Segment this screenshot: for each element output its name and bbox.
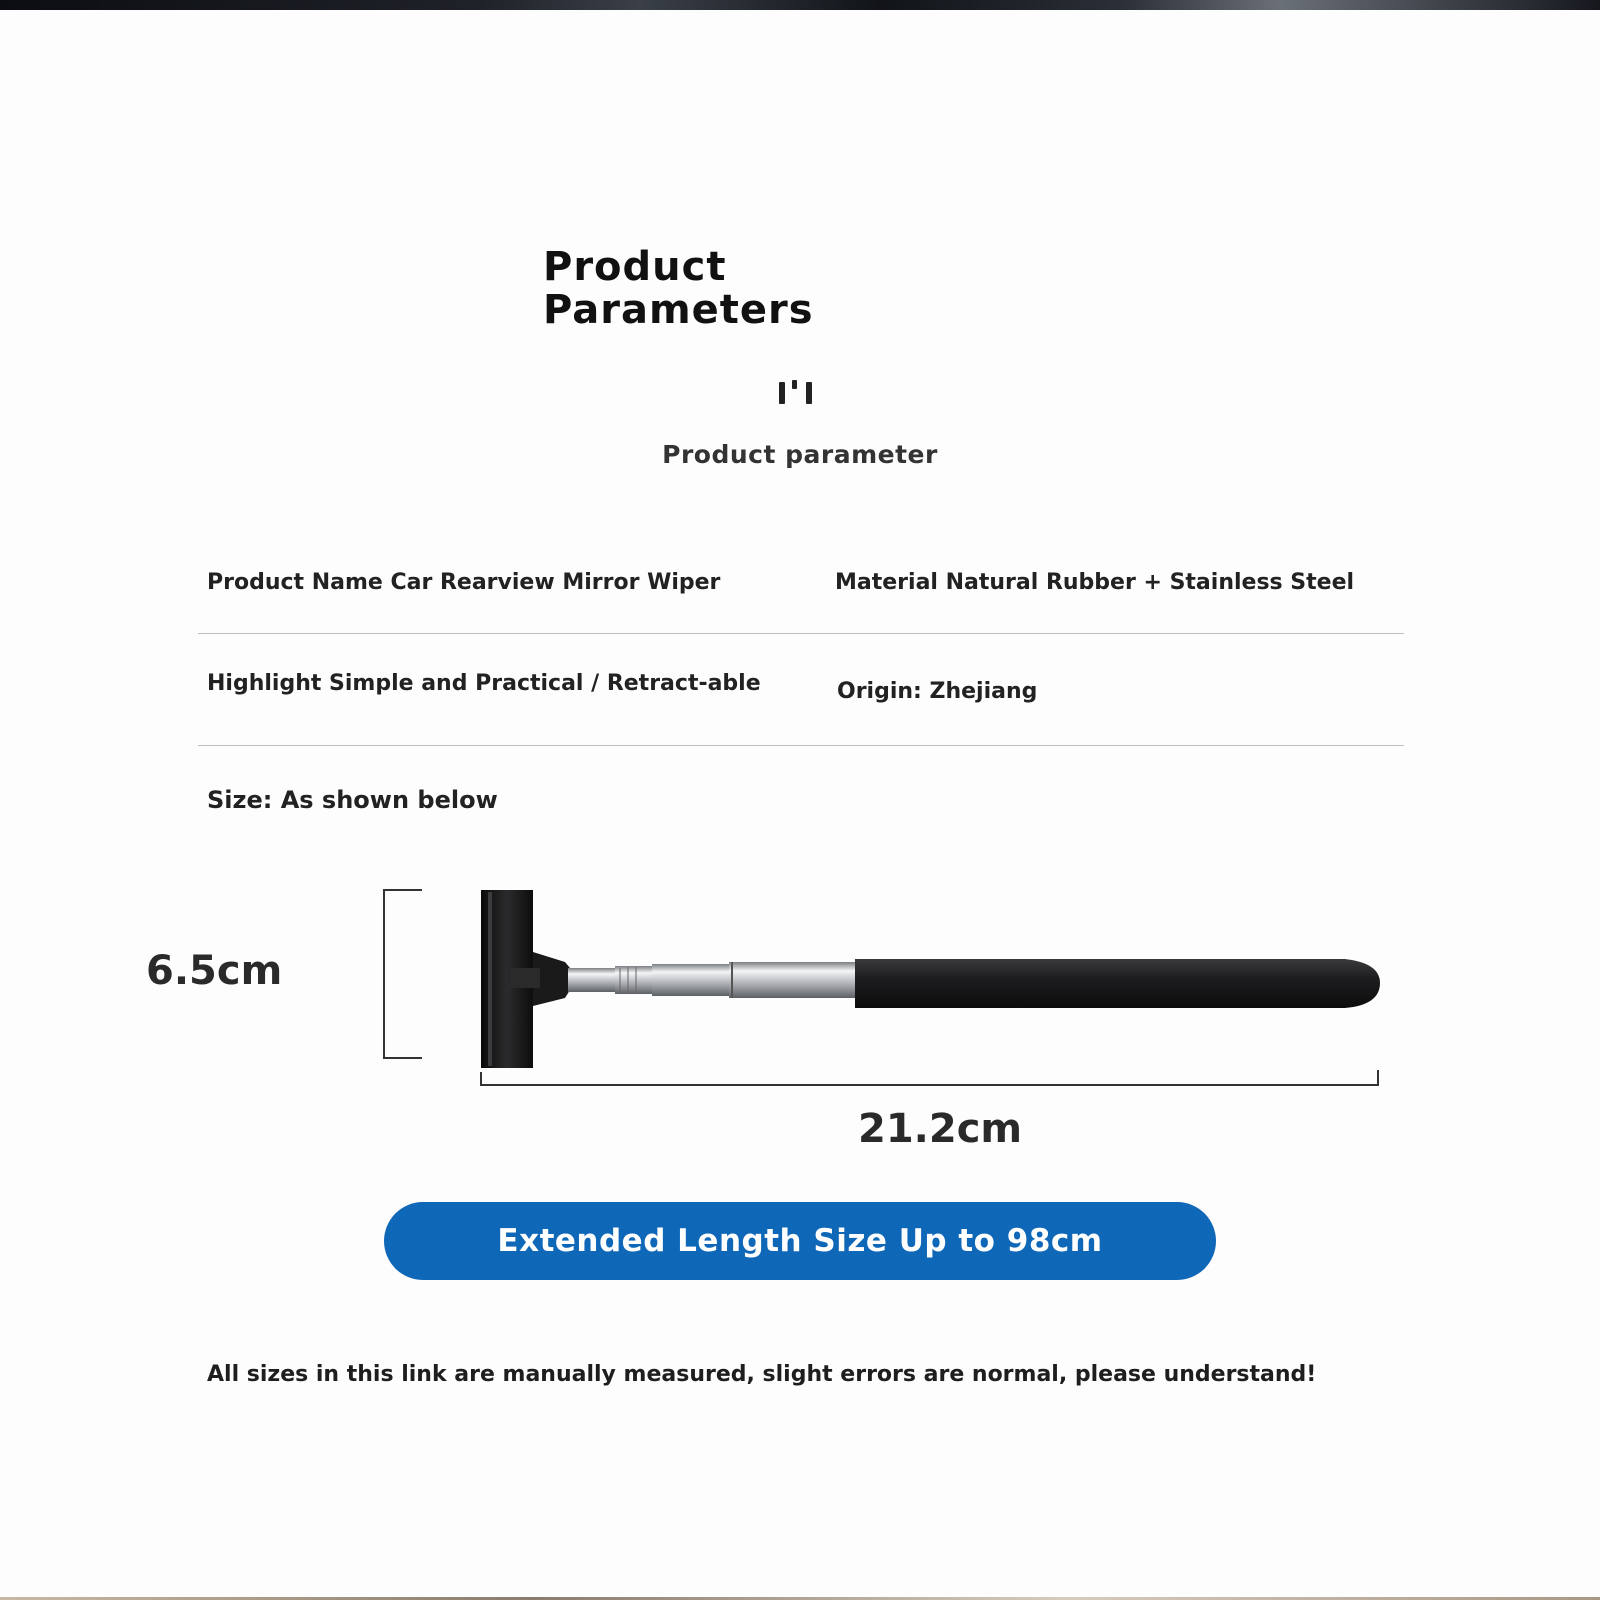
title-line-2: Parameters [543,287,814,333]
param-size: Size: As shown below [207,786,498,814]
param-highlight: Highlight Simple and Practical / Retract-able [207,671,761,696]
top-decor-strip [0,0,1600,10]
length-dimension-label: 21.2cm [858,1106,1023,1152]
param-product-name: Product Name Car Rearview Mirror Wiper [207,570,721,595]
wiper-product-image [370,880,1390,1090]
page-title [543,246,963,332]
divider-bars-icon [778,378,824,404]
measurement-note: All sizes in this link are manually measured, slight errors are normal, please understand! [207,1362,1317,1387]
extended-length-banner: Extended Length Size Up to 98cm [384,1202,1216,1280]
row-divider [198,633,1404,634]
title-line-1: Product [543,244,727,290]
param-material: Material Natural Rubber + Stainless Steel [835,570,1355,595]
section-subtitle: Product parameter [662,440,938,469]
param-origin: Origin: Zhejiang [837,679,1038,704]
row-divider [198,745,1404,746]
height-dimension-label: 6.5cm [146,948,283,994]
